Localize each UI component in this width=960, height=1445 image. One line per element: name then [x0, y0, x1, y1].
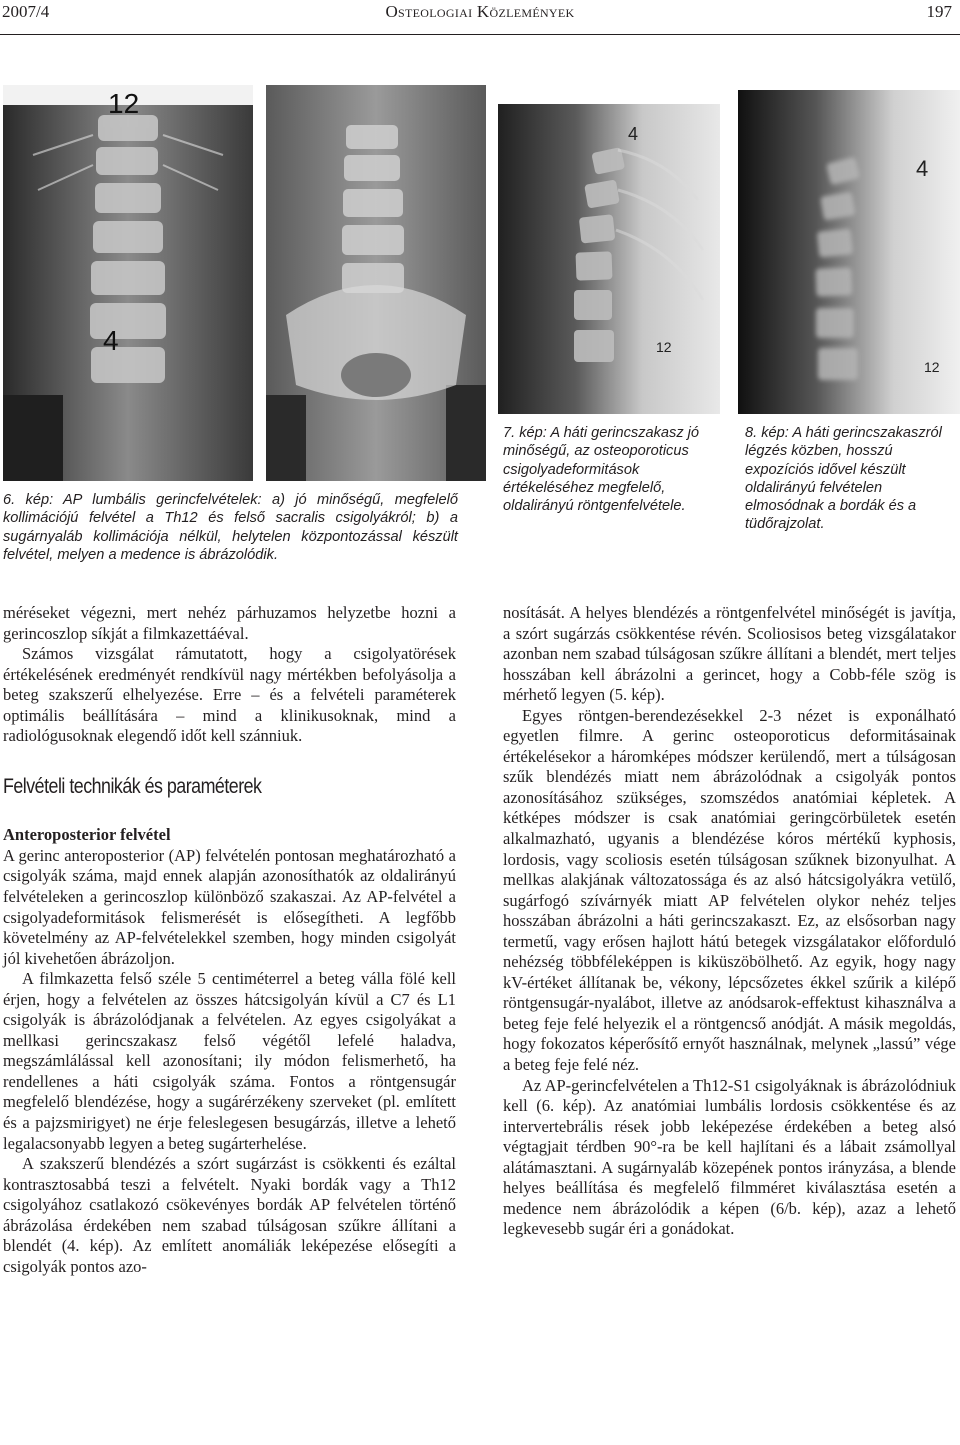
page-number: 197 [926, 2, 952, 21]
paragraph: A szakszerű blendézés a szórt sugárzást is csökkenti és ezáltal kontrasztosabbá teszi a felvételt. Nyaki bordák vagy a Th12 csigolyához csatlakozó csökevényes bordák AP felvételen történő ábrázolása érdekében nem szabad túlságosan szűkre állítani a blendét (4. kép). Az említett anomáliák leképezése elősegíti a csigolyák pontos azo- [3, 1154, 456, 1276]
journal-title: Osteologiai Közlemények [385, 2, 575, 21]
figure-7-label-top: 4 [628, 124, 639, 144]
figure-8-label-top: 4 [916, 156, 929, 181]
issue-number: 2007/4 [2, 2, 50, 21]
figure-6a-label-mid: 4 [103, 325, 119, 356]
header-rule [0, 34, 960, 35]
figure-7-caption: 7. kép: A háti gerincszakasz jó minőségű, az osteoporoticus csigolyadeformitások értékeléséhez megfelelő, oldalirányú röntgenfelvétele. [503, 425, 700, 515]
running-header [0, 0, 960, 36]
left-column [3, 603, 456, 1277]
paragraph: Az AP-gerincfelvételen a Th12-S1 csigolyáknak is ábrázolódniuk kell (6. kép). Az anatómiai lumbális lordosis csökkentése és az intervertebrális rések jobb leképezése érdekében a beteg alsó végtagjait térdben 90°-ra be kell hajlítani és a lábait zsámollyal alátámasztani. A sugárnyaláb közepének pontos irányzása, a blende helyes beállítása és megfelelő filmméret kiválasztása esetén a medence nem ábrázolódik a képen (6/b. kép), azaz a lehető legkevesebb sugár éri a gonádokat. [503, 1075, 956, 1239]
paragraph: A filmkazetta felső széle 5 centiméterrel a beteg válla fölé kell érjen, hogy a felvételen az összes hátcsigolyán kívül a C7 és L1 csigolyák is ábrázolódjanak a felvételen. Az egyes csigolyákat a mellkasi gerincszakasz felső végétől lefelé haladva, megszámlálással kell azonosítani; ily módon felismerhető, ha rendellenes a háti csigolyák száma. Fontos a röntgensugár megfelelő blendézése, hogy a sugárérzékeny szerveket (pl. említett és a pajzsmirigyet) ne érje feleslegesen besugárzás, illetve a lehető legalacsonyabb legyen a beteg sugárterhelése. [3, 969, 456, 1153]
figure-8-label-bottom: 12 [924, 359, 940, 375]
right-column [503, 603, 956, 1240]
figure-8-caption: 8. kép: A háti gerincszakaszról légzés közben, hosszú expozíciós idővel készült oldalirányú felvételen elmosódnak a bordák és a tüdőrajzolat. [745, 425, 942, 533]
figure-6b-xray [266, 85, 486, 481]
paragraph: A gerinc anteroposterior (AP) felvételén pontosan meghatározható a csigolyák száma, majd ennek alapján azonosíthatók az oldalirányú felvételeken a gerincoszlop különböző szakaszai. Az AP-felvétel a csigolyadeformitások felismerését is elősegítheti. A legfőbb követelmény az AP-felvételekkel szemben, hogy minden csigolyát jól kivehetően ábrázoljon. [3, 845, 456, 968]
paragraph: méréseket végezni, mert nehéz párhuzamos helyzetbe hozni a gerincoszlop síkját a filmkazettáéval. [3, 603, 456, 643]
figure-8-xray [738, 90, 960, 414]
paragraph: Számos vizsgálat rámutatott, hogy a csigolyatörések értékelésének eredményét rendkívül nagy mértékben befolyásolja a beteg szakszerű elhelyezése. Erre – és a felvételi paraméterek optimális beállítására – mind a klinikusoknak, mind a radiológusoknak elegendő időt kell szánniuk. [3, 644, 456, 746]
figure-6a-label-top: 12 [108, 88, 140, 119]
figure-7-xray [498, 90, 720, 414]
figure-6-caption: 6. kép: AP lumbális gerincfelvételek: a) jó minőségű, megfelelő kollimációjú felvétel a Th12 és felső sacralis csigolyákról; b) a sugárnyaláb kollimációja nélkül, helytelen központozással készült felvétel, melyen a medence is ábrázolódik. [3, 492, 458, 563]
paragraph: Egyes röntgen-berendezésekkel 2-3 nézet is exponálható egyetlen filmre. A gerinc osteoporoticus deformitásainak értékelésekor a háromképes módszer kerülendő, mert a túlságosan szűk blendézés miatt nem ábrázolódnak a csigolyák pontos azonosításához szükséges, szomszédos anatómiai képletek. A kétképes módszer is csak anatómiai geringcörbületek esetén alkalmazható, ugyanis a blendézése kóros mértékű kyphosis, lordosis, vagy scoliosis esetén túlságosan szűknek bizonyulhat. A mellkas alakjának változatossága és az alsó hátcsigolyákra vetülő, sugárfogó szívárnyék miatt AP felvételen olykor nehéz teljes hosszában ábrázolni a háti gerincszakaszt. Ez, az elsősorban nagy termetű, vagy erősen hajlott hátú betegek vizsgálatakor előforduló nehézség többféleképpen is kiküszöbölhető. Az egyik, hogy nagy kV-értéket állítanak be, vékony, lépcsőzetes ékkel szűrik a kilépő röntgensugár-nyalábot, illetve az anódsarok-effektust kihasználva a beteg feje felé helyezik el a röntgencső anódját. A másik megoldás, hogy fokozatos képerősítő ernyőt használnak, melynek „lassú” vége a beteg feje felé néz. [503, 705, 956, 1075]
figure-7-label-bottom: 12 [656, 339, 672, 355]
paragraph: nosítását. A helyes blendézés a röntgenfelvétel minőségét is javítja, a szórt sugárzás csökkentése révén. Scoliosisos beteg vizsgálatakor azonban nem szabad túlságosan szűkre állítani a blendét, mert teljes hosszában kell ábrázolni a gerincet, hogy a Cobb-féle szög is mérhető legyen (5. kép). [503, 603, 956, 705]
subsection-heading: Anteroposterior felvétel [3, 825, 171, 845]
section-heading: Felvételi technikák és paraméterek [3, 774, 262, 798]
figure-6a-xray [3, 85, 253, 481]
